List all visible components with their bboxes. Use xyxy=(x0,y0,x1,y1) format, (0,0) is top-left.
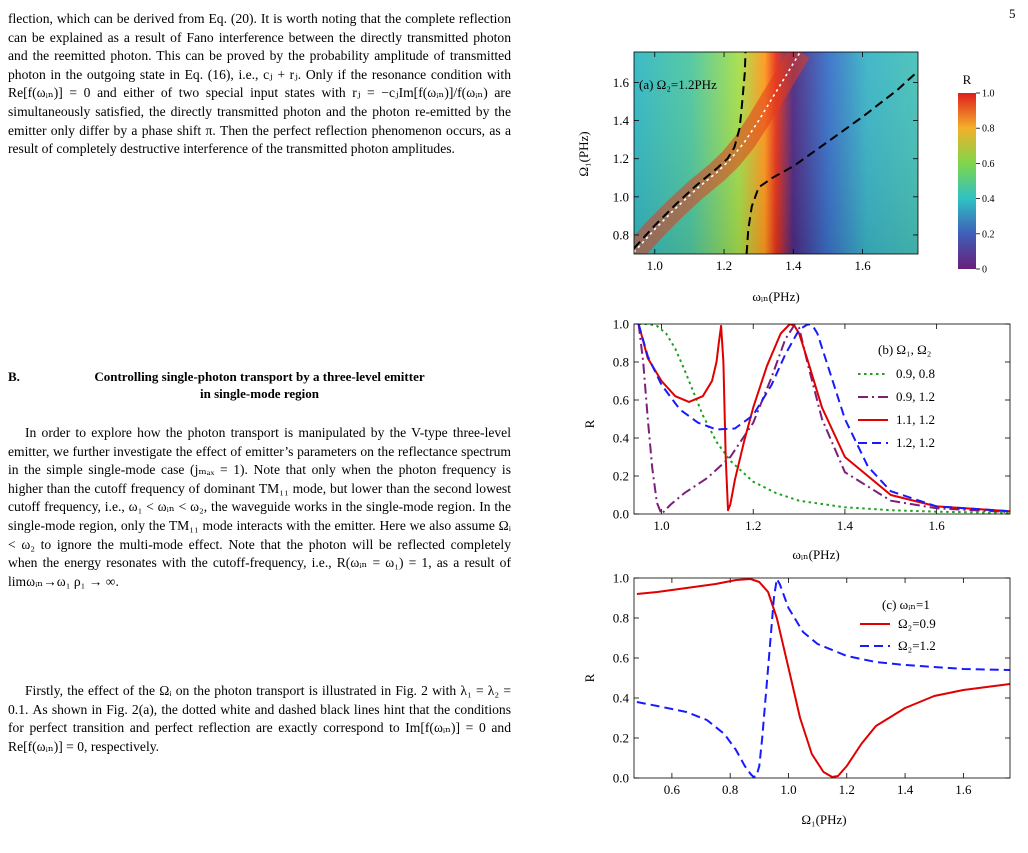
figure-panel-a xyxy=(566,44,1028,312)
panel-a-x-tick-label: 1.2 xyxy=(715,258,733,273)
panel-b-legend-label: 0.9, 1.2 xyxy=(896,389,935,404)
colorbar-tick-label: 0.6 xyxy=(982,158,995,170)
panel-c-x-tick-label: 1.6 xyxy=(955,782,972,797)
panel-a-y-tick-label: 0.8 xyxy=(612,227,629,243)
colorbar-tick-label: 0.8 xyxy=(982,123,995,135)
panel-c-ylabel: R xyxy=(582,673,597,683)
line-chart-b xyxy=(566,312,1028,572)
panel-b-ylabel: R xyxy=(582,419,597,429)
heatmap-chart xyxy=(566,44,1028,312)
panel-c-x-tick-label: 0.8 xyxy=(722,782,739,797)
panel-c-frame xyxy=(634,578,1010,778)
panel-c-y-tick-label: 1.0 xyxy=(612,572,629,586)
panel-b-x-tick-label: 1.0 xyxy=(653,518,670,533)
panel-b-x-tick-label: 1.6 xyxy=(928,518,945,533)
panel-b-y-tick-label: 0.4 xyxy=(612,430,629,446)
panel-a-xlabel: ωᵢₙ(PHz) xyxy=(752,289,800,304)
panel-b-series-1 xyxy=(639,324,1010,513)
panel-b-legend-label: 1.1, 1.2 xyxy=(896,412,935,427)
panel-c-legend-title: (c) ωᵢₙ=1 xyxy=(882,597,930,612)
panel-b-xlabel: ωᵢₙ(PHz) xyxy=(792,547,840,562)
colorbar xyxy=(958,93,976,269)
figure-panel-b xyxy=(566,312,1028,572)
panel-c-series-1 xyxy=(637,579,1010,777)
colorbar-tick-label: 0 xyxy=(982,264,987,276)
figure-panel-c xyxy=(566,572,1028,848)
panel-c-legend-label: Ω₂=1.2 xyxy=(898,638,936,653)
paragraph-2: In order to explore how the photon transport is manipulated by the V-type three-level emitter, we further investigate the effect of emitter’s parameters on the reflectance spectrum in the simple single-mode case (jₘₐₓ = 1). Note that only when the photon frequency is higher than the cutoff frequency of dominant TM₁₁ mode, but lower than the second lowest cutoff frequency, i.e., ω₁ < ωᵢₙ < ω₂, the waveguide works in the single-mode region. In the single-mode region, only the TM₁₁ mode interacts with the emitter. Here we also assume Ωᵢ < ω₂ to ignore the multi-mode effect. Note that the photon will be reflected completely when the energy resonates with the cutoff-frequency, i.e., R(ωᵢₙ = ω₁) = 1, as a result of limωᵢₙ→ω₁ ρ₁ → ∞. xyxy=(8,425,511,589)
panel-a-y-tick-label: 1.4 xyxy=(612,113,629,129)
panel-a-y-tick-label: 1.2 xyxy=(612,151,629,167)
panel-b-legend-label: 0.9, 0.8 xyxy=(896,366,935,381)
paragraph-3: Firstly, the effect of the Ωᵢ on the photon transport is illustrated in Fig. 2 with λ₁ = λ₂ = 0.1. As shown in Fig. 2(a), the dotted white and dashed black lines hint that the conditions for perfect transition and perfect reflection are exactly correspond to Im[f(ωᵢₙ)] = 0 and Re[f(ωᵢₙ)] = 0, respectively. xyxy=(8,683,511,754)
paragraph-1: flection, which can be derived from Eq. (20). It is worth noting that the complete reflection can be explained as a result of Fano interference between the directly transmitted photon and the reemitted photon. This can be proved by the probability amplitude of transmitted photon in the outgoing state in Eq. (16), i.e., cⱼ + rⱼ. Only if the resonance condition with Re[f(ωᵢₙ)] = 0 and either of two special input states with rⱼ = −cⱼIm[f(ωᵢₙ)]/f(ωᵢₙ) are simultaneously satisfied, the directly transmitted photon and the photon re-emitted by the emitter only differ by a phase shift π. Then the perfect reflection phenomenon occurs, as a result of completely destructive interference of the transmitted photon amplitudes. xyxy=(8,11,511,157)
panel-b-y-tick-label: 0.8 xyxy=(612,354,629,370)
panel-b-series-4 xyxy=(639,324,1010,511)
panel-a-x-tick-label: 1.0 xyxy=(646,258,663,273)
panel-c-x-tick-label: 1.0 xyxy=(780,782,797,797)
page-number: 5 xyxy=(1009,6,1016,21)
section-number: B. xyxy=(8,369,20,384)
panel-c-y-tick-label: 0.0 xyxy=(612,770,629,786)
panel-c-y-tick-label: 0.4 xyxy=(612,690,629,706)
panel-b-y-tick-label: 0.0 xyxy=(612,506,629,522)
section-heading xyxy=(8,368,511,402)
panel-b-legend-title: (b) Ω₁, Ω₂ xyxy=(878,342,932,357)
panel-c-y-tick-label: 0.8 xyxy=(612,610,629,626)
panel-c-x-tick-label: 1.2 xyxy=(838,782,855,797)
panel-a-x-tick-label: 1.6 xyxy=(854,258,871,273)
panel-b-legend-label: 1.2, 1.2 xyxy=(896,435,935,450)
panel-a-y-tick-label: 1.0 xyxy=(612,189,629,205)
panel-a-ylabel: Ω₁(PHz) xyxy=(576,131,591,177)
panel-a-label: (a) Ω₂=1.2PHz xyxy=(639,77,717,92)
panel-b-y-tick-label: 1.0 xyxy=(612,316,629,332)
colorbar-tick-label: 1.0 xyxy=(982,88,995,100)
panel-b-series-3 xyxy=(639,324,1010,511)
panel-b-y-tick-label: 0.2 xyxy=(612,468,629,484)
section-title-line1: Controlling single-photon transport by a three-level emitter xyxy=(94,369,425,384)
colorbar-tick-label: 0.4 xyxy=(982,194,995,206)
panel-a-x-tick-label: 1.4 xyxy=(785,258,802,273)
panel-b-x-tick-label: 1.2 xyxy=(745,518,762,533)
panel-c-y-tick-label: 0.2 xyxy=(612,730,629,746)
panel-c-legend-label: Ω₂=0.9 xyxy=(898,616,936,631)
colorbar-tick-label: 0.2 xyxy=(982,229,995,241)
panel-a-y-tick-label: 1.6 xyxy=(612,74,629,90)
panel-c-x-tick-label: 1.4 xyxy=(896,782,914,797)
panel-c-x-tick-label: 0.6 xyxy=(663,782,681,797)
section-title-line2: in single-mode region xyxy=(200,386,319,401)
panel-c-series-2 xyxy=(637,579,1010,777)
panel-b-y-tick-label: 0.6 xyxy=(612,392,629,408)
panel-b-x-tick-label: 1.4 xyxy=(836,518,854,533)
panel-c-y-tick-label: 0.6 xyxy=(612,650,629,666)
panel-c-xlabel: Ω₁(PHz) xyxy=(801,812,847,827)
colorbar-title: R xyxy=(962,72,972,87)
line-chart-c xyxy=(566,572,1028,848)
